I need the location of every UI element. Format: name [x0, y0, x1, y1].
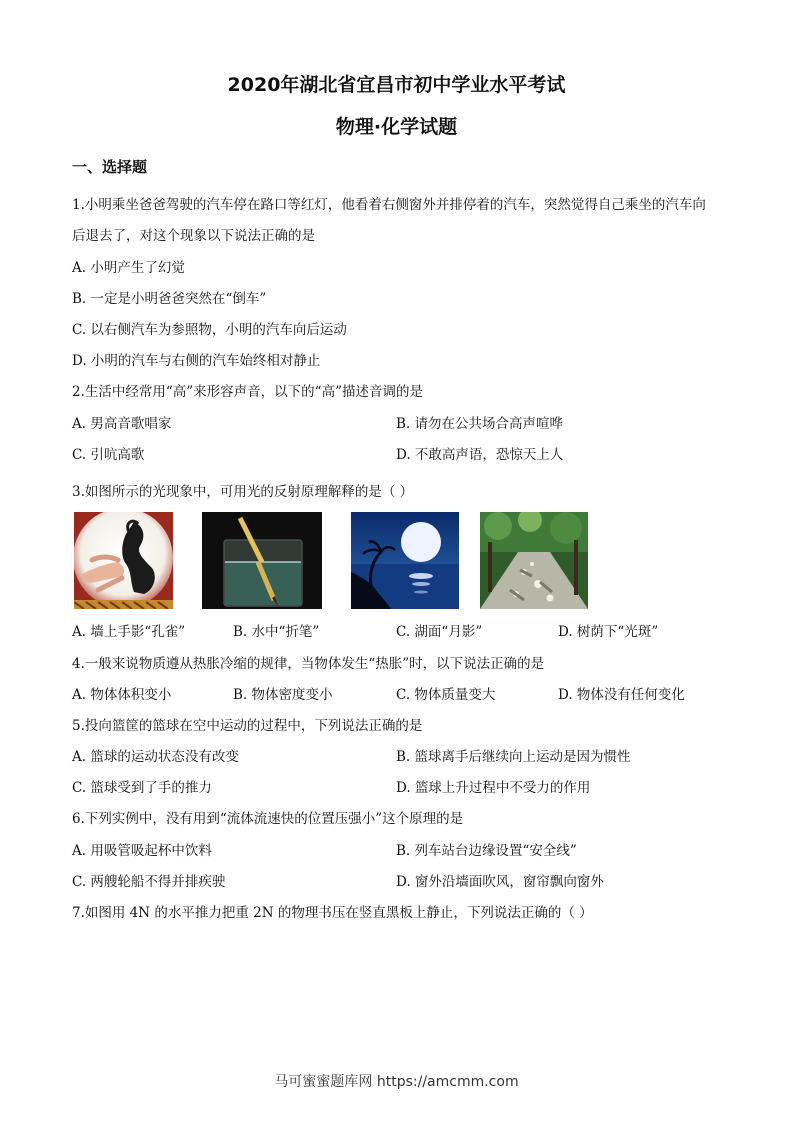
q5-option-b: B. 篮球离手后继续向上运动是因为惯性 — [396, 749, 631, 765]
lake-moon-icon — [351, 512, 459, 609]
q3-option-a: A. 墙上手影“孔雀” — [72, 624, 186, 640]
q4-option-d: D. 物体没有任何变化 — [558, 687, 685, 703]
q5-stem: 5.投向篮筐的篮球在空中运动的过程中，下列说法正确的是 — [72, 718, 423, 734]
q3-stem: 3.如图所示的光现象中，可用光的反射原理解释的是（ ） — [72, 484, 414, 500]
page-title: 2020年湖北省宜昌市初中学业水平考试 — [227, 74, 566, 96]
q2-stem: 2.生活中经常用“高”来形容声音，以下的“高”描述音调的是 — [72, 384, 423, 400]
q6-option-d: D. 窗外沿墙面吹风，窗帘飘向窗外 — [396, 874, 604, 890]
q6-option-c: C. 两艘轮船不得并排疾驶 — [72, 874, 226, 890]
bent-pencil-icon — [202, 512, 322, 609]
q4-option-b: B. 物体密度变小 — [233, 687, 333, 703]
q3-option-d: D. 树荫下“光斑” — [558, 624, 659, 640]
q4-option-c: C. 物体质量变大 — [396, 687, 496, 703]
q6-option-b: B. 列车站台边缘设置“安全线” — [396, 843, 577, 859]
section-title: 一、选择题 — [72, 158, 148, 176]
q1-option-b: B. 一定是小明爸爸突然在“倒车” — [72, 291, 267, 307]
page-subtitle: 物理·化学试题 — [335, 116, 458, 138]
q4-option-a: A. 物体体积变小 — [72, 687, 172, 703]
q2-option-b: B. 请勿在公共场合高声喧哗 — [396, 416, 564, 432]
tree-shade-icon — [480, 512, 588, 609]
hand-shadow-icon — [74, 512, 173, 609]
q4-stem: 4.一般来说物质遵从热胀冷缩的规律，当物体发生“热胀”时，以下说法正确的是 — [72, 656, 545, 672]
q1-option-c: C. 以右侧汽车为参照物，小明的汽车向后运动 — [72, 322, 347, 338]
q6-option-a: A. 用吸管吸起杯中饮料 — [72, 843, 212, 859]
q1-option-d: D. 小明的汽车与右侧的汽车始终相对静止 — [72, 353, 321, 369]
q1-option-a: A. 小明产生了幻觉 — [72, 260, 185, 276]
q5-option-c: C. 篮球受到了手的推力 — [72, 780, 212, 796]
q3-option-c: C. 湖面“月影” — [396, 624, 483, 640]
q5-option-d: D. 篮球上升过程中不受力的作用 — [396, 780, 591, 796]
q1-stem-line2: 后退去了，对这个现象以下说法正确的是 — [72, 228, 315, 244]
q5-option-a: A. 篮球的运动状态没有改变 — [72, 749, 239, 765]
q3-option-b: B. 水中“折笔” — [233, 624, 320, 640]
q7-stem: 7.如图用 4N 的水平推力把重 2N 的物理书压在竖直黑板上静止，下列说法正确的（ ） — [72, 905, 593, 921]
q2-option-a: A. 男高音歌唱家 — [72, 416, 172, 432]
q2-option-c: C. 引吭高歌 — [72, 447, 145, 463]
footer-watermark: 马可蜜蜜题库网 https://amcmm.com — [274, 1074, 519, 1090]
q6-stem: 6.下列实例中，没有用到“流体流速快的位置压强小”这个原理的是 — [72, 811, 464, 827]
q1-stem-line1: 1.小明乘坐爸爸驾驶的汽车停在路口等红灯，他看着右侧窗外并排停着的汽车，突然觉得自己乘坐的汽车向 — [72, 197, 706, 213]
q2-option-d: D. 不敢高声语，恐惊天上人 — [396, 447, 564, 463]
